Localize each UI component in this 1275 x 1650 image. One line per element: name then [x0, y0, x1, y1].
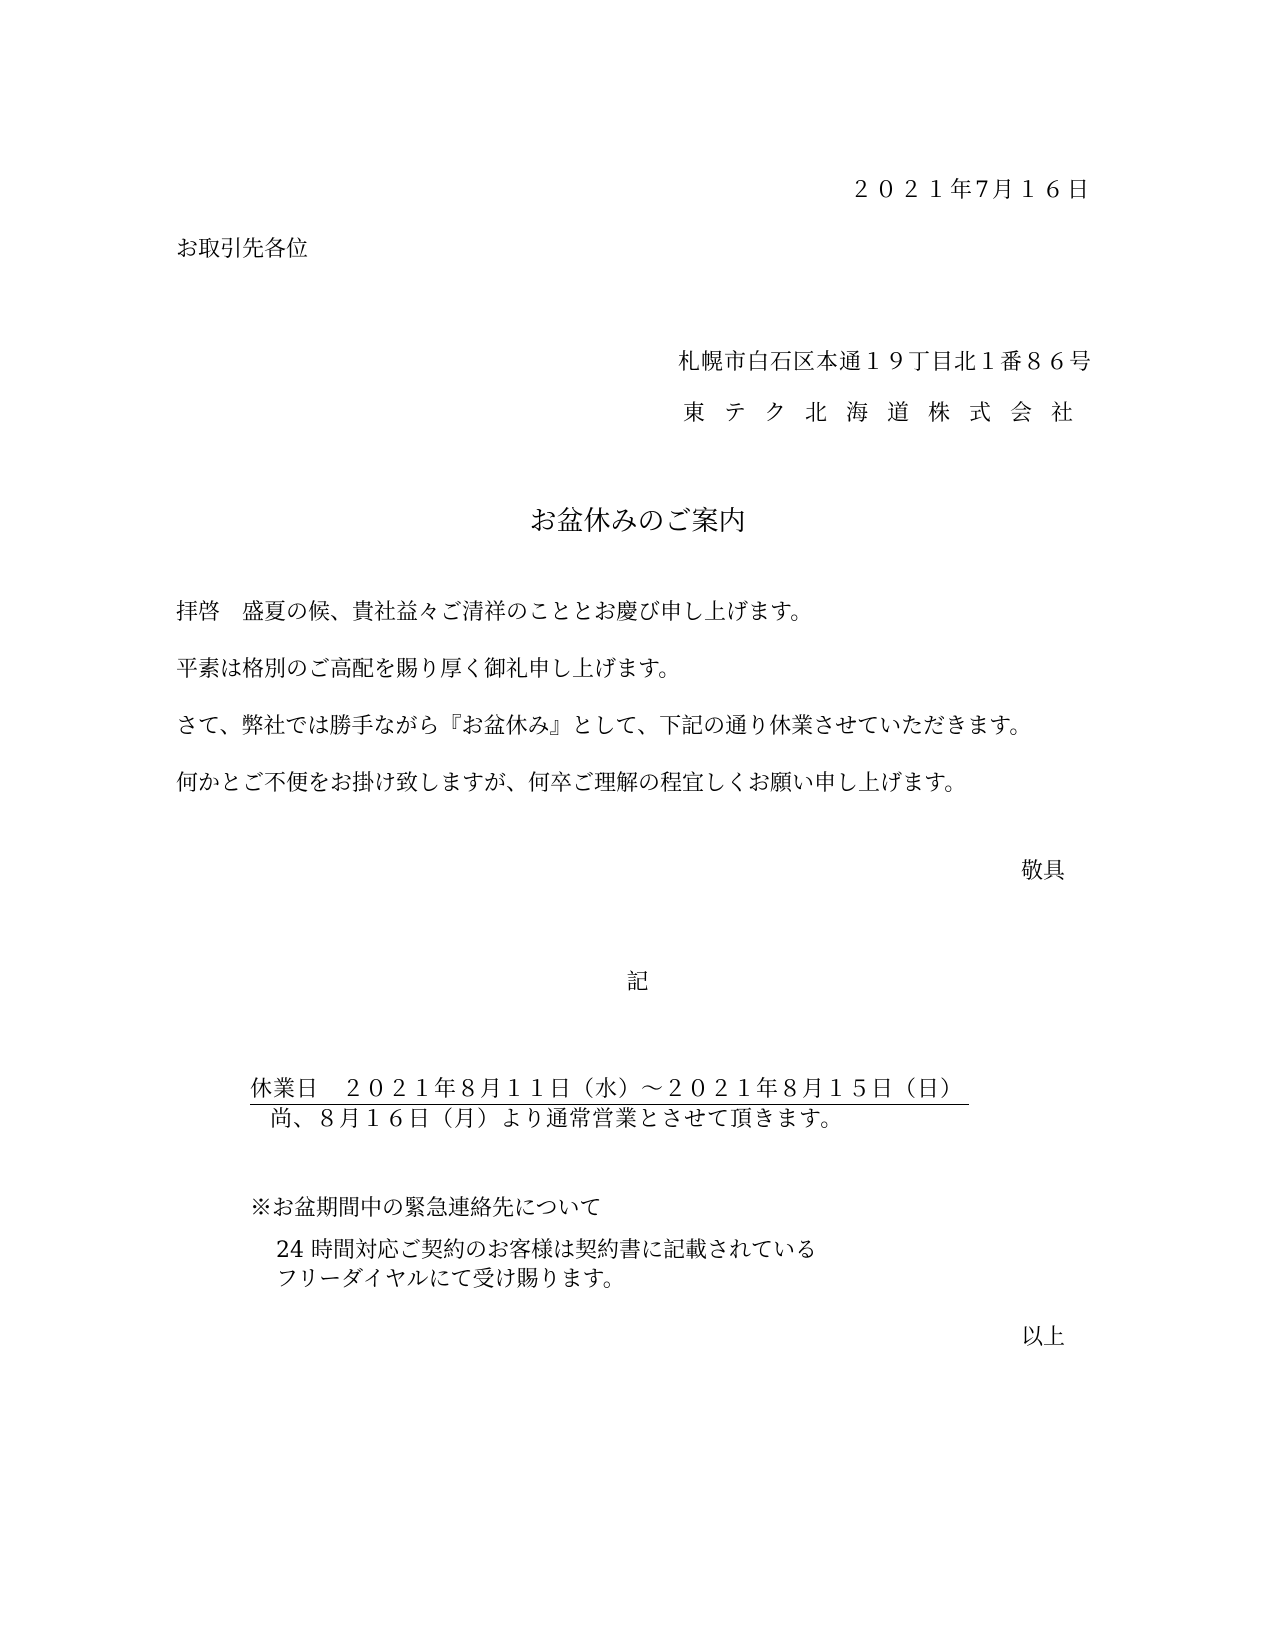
emergency-contact-title: ※お盆期間中の緊急連絡先について [250, 1196, 602, 1221]
sender-address: 札幌市白石区本通１９丁目北１番８６号 [677, 350, 1092, 375]
recipient: お取引先各位 [176, 237, 309, 262]
resume-notice: 尚、８月１６日（月）より通常営業とさせて頂きます。 [270, 1107, 844, 1132]
emergency-contact-line: 24 時間対応ご契約のお客様は契約書に記載されている [276, 1238, 817, 1263]
body-paragraph: さて、弊社では勝手ながら『お盆休み』として、下記の通り休業させていただきます。 [176, 714, 1032, 739]
body-paragraph: 平素は格別のご高配を賜り厚く御礼申し上げます。 [176, 657, 681, 682]
body-paragraph: 何かとご不便をお掛け致しますが、何卒ご理解の程宜しくお願い申し上げます。 [176, 771, 967, 796]
ki-heading: 記 [626, 970, 649, 995]
emergency-contact-line: フリーダイヤルにて受け賜ります。 [276, 1267, 625, 1292]
closing-phrase: 敬具 [1020, 859, 1065, 884]
body-paragraph: 拝啓 盛夏の候、貴社益々ご清祥のこととお慶び申し上げます。 [176, 600, 813, 625]
end-mark: 以上 [1020, 1325, 1065, 1350]
letter-title: お盆休みのご案内 [529, 506, 746, 537]
holiday-period: 休業日 ２０２１年８月１１日（水）～２０２１年８月１５日（日） [250, 1076, 969, 1105]
letter-date: ２０２１年7月１６日 [850, 178, 1092, 203]
sender-company: 東テク北海道株式会社 [682, 401, 1092, 426]
